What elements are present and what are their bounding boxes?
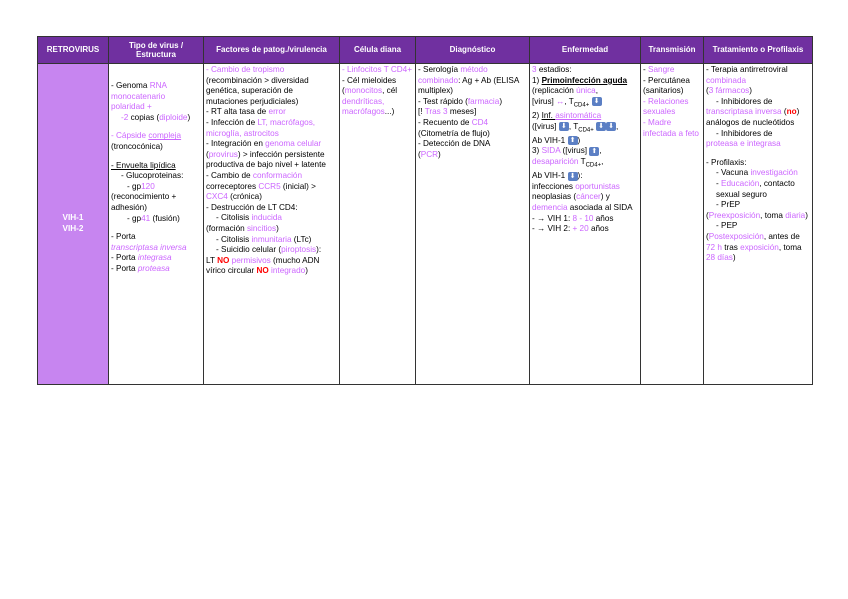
- table-row: [38, 64, 813, 385]
- arrow-down-icon: ⬇: [606, 122, 616, 131]
- header-diagnostico: Diagnóstico: [416, 37, 530, 64]
- retrovirus-table: [37, 36, 813, 385]
- arrow-down-icon: ⬇: [559, 122, 569, 131]
- header-tipo: Tipo de virus / Estructura: [109, 37, 204, 64]
- header-factores: Factores de patog./virulencia: [204, 37, 340, 64]
- cell-celula: - Linfocitos T CD4+ - Cél mieloides (monocitos, cél dendríticas, macrófagos...): [340, 64, 416, 385]
- arrow-up-icon: ⬆: [568, 136, 578, 145]
- virus-name-2: VIH-2: [62, 224, 84, 233]
- header-celula: Célula diana: [340, 37, 416, 64]
- cell-factores: - Cambio de tropismo (recombinación > diversidad genética, superación de mutaciones perjudiciales) - RT alta tasa de error - Infección de LT, macrófagos, microglía, astrocitos - Integración en genoma celular (provirus) > infección persistente productiva de bajo nivel + latente - Cambio de conformación correceptores CCR5 (inicial) > CXC4 (crónica) - Destrucción de LT CD4: - Citolisis inducida (formación sincitios) - Citolisis inmunitaria (LTc) - Suicidio celular (piroptosis): LT NO permisivos (mucho ADN vírico circular NO integrado): [204, 64, 340, 385]
- cell-diagnostico: - Serología método combinado: Ag + Ab (ELISA multiplex) - Test rápido (farmacia) [! Tras 3 meses] - Recuento de CD4 (Citometría de flujo) - Detección de DNA (PCR): [416, 64, 530, 385]
- header-enfermedad: Enfermedad: [530, 37, 641, 64]
- cell-tratamiento: - Terapia antirretroviral combinada (3 fármacos) - Inhibidores de transcriptasa inversa (no) análogos de nucleótidos - Inhibidores de proteasa e integrasa - Profilaxis: - Vacuna investigación - Educación, contacto sexual seguro - PrEP (Preexposición, toma diaria) - PEP (Postexposición, antes de 72 h tras exposición, toma 28 días): [704, 64, 813, 385]
- header-retrovirus: RETROVIRUS: [38, 37, 109, 64]
- arrow-up-icon: ⬆: [589, 147, 599, 156]
- cell-transmision: - Sangre - Percutánea (sanitarios) - Relaciones sexuales - Madre infectada a feto: [641, 64, 704, 385]
- arrow-down-icon: ⬇: [568, 172, 578, 181]
- header-tratamiento: Tratamiento o Profilaxis: [704, 37, 813, 64]
- cell-virus: [38, 64, 109, 385]
- cell-estructura: - Genoma RNA monocatenario polaridad + -2 copias (diploide) - Cápside compleja (troncocónica) - Envuelta lipídica - Glucoproteinas: - gp120 (reconocimiento + adhesión) - gp41 (fusión) - Porta transcriptasa inversa - Porta integrasa - Porta proteasa: [109, 64, 204, 385]
- virus-name-1: VIH-1: [62, 213, 84, 223]
- cell-enfermedad: 3 estadios: 1) Primoinfección aguda (replicación única, [virus] ↔, $T_{CD4+}$ ⬇ 2) Inf. asintomática ([virus] ⬇ , $T_{CD4+}$ ⬇ ⬇ , Ab VIH-1 ⬆ ) 3) SIDA ([virus] ⬆ , desaparición $T_{CD4+}$, Ab VIH-1 ⬇ ): infecciones oportunistas neoplasias (cáncer) y demencia asociada al SIDA - → VIH 1: 8 - 10 años - → VIH 2: + 20 años: [530, 64, 641, 385]
- header-row: [38, 37, 813, 64]
- header-transmision: Transmisión: [641, 37, 704, 64]
- arrow-down-icon: ⬇: [596, 122, 606, 131]
- arrow-down-icon: ⬇: [592, 97, 602, 106]
